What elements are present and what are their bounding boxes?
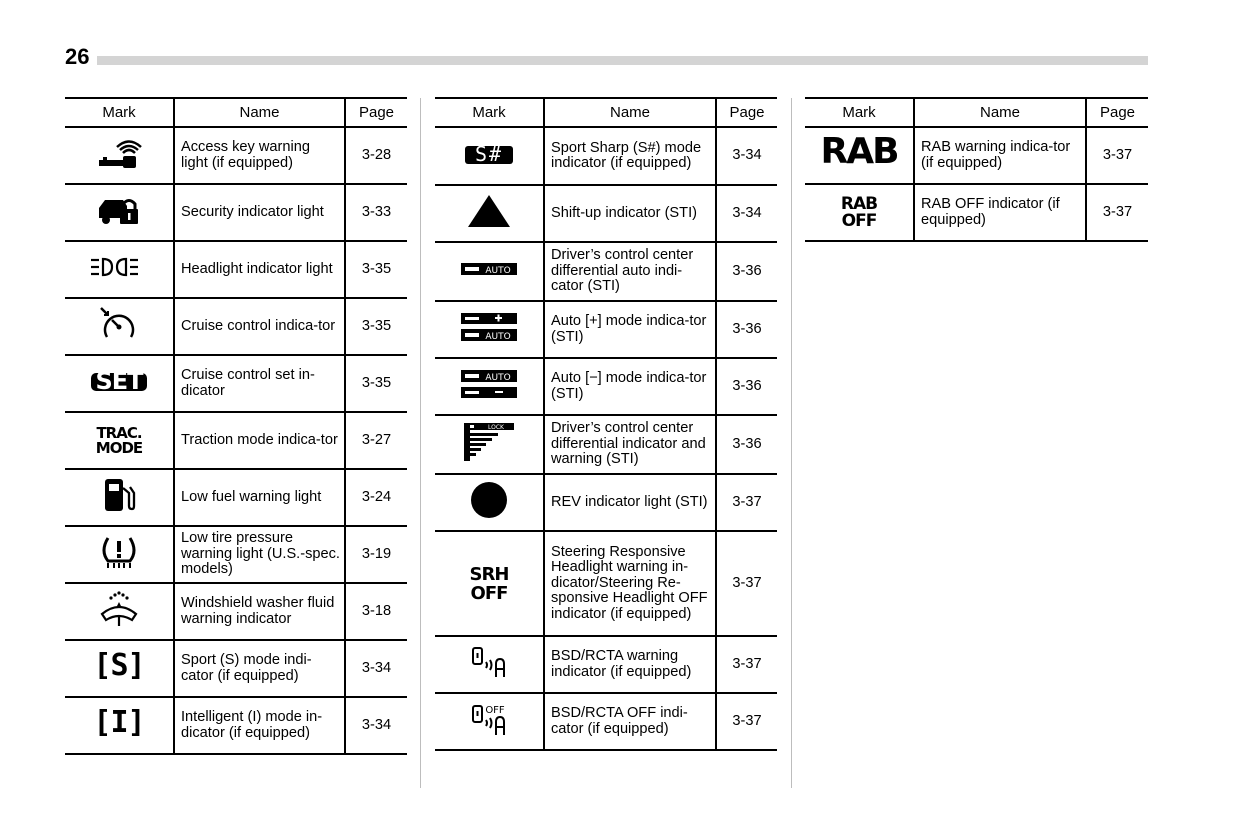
page-ref: 3-34 [345,697,407,754]
mark-header: Mark [65,98,174,127]
triangle-icon [467,194,511,228]
indicator-name: Driver’s control center differential indicator and warning (STI) [544,415,716,474]
page-ref: 3-35 [345,241,407,298]
indicator-name: Security indicator light [174,184,345,241]
column-divider [791,98,792,788]
dccd-lock-icon [464,423,514,461]
page-header: Page [716,98,777,127]
table-row [435,301,777,358]
set-icon: SET [91,373,146,391]
table-row [435,693,777,750]
table-row [65,469,407,526]
header-rule [97,56,1148,65]
auto-minus-icon [461,370,517,398]
mark-header: Mark [435,98,544,127]
indicator-table-1 [65,97,407,755]
page-ref: 3-33 [345,184,407,241]
indicator-table-2 [435,97,777,751]
page-ref: 3-36 [716,415,777,474]
page-ref: 3-36 [716,242,777,301]
page-ref: 3-34 [716,127,777,185]
indicator-name: Cruise control set in-dicator [174,355,345,412]
indicator-name: Intelligent (I) mode in-dicator (if equipped) [174,697,345,754]
table-row [65,697,407,754]
headlight-icon [90,257,148,277]
page-ref: 3-36 [716,301,777,358]
table-row [65,184,407,241]
page-ref: 3-37 [1086,127,1148,184]
indicator-name: Auto [−] mode indica-tor (STI) [544,358,716,415]
table-row [65,127,407,184]
table-row [65,583,407,640]
table-row [65,355,407,412]
page-ref: 3-35 [345,298,407,355]
table-row [435,185,777,242]
page-ref: 3-37 [716,531,777,636]
mark-header: Mark [805,98,914,127]
rab-off-icon: RAB OFF [840,193,878,231]
column-divider [420,98,421,788]
fuel-pump-icon [102,476,136,514]
page-ref: 3-19 [345,526,407,583]
indicator-name: RAB OFF indicator (if equipped) [914,184,1086,241]
auto-label: AUTO [485,332,511,342]
page-ref: 3-34 [716,185,777,242]
lock-label: LOCK [488,424,504,432]
table-row [435,358,777,415]
indicator-name: Low fuel warning light [174,469,345,526]
bsd-rcta-off-icon [469,702,509,736]
page-ref: 3-37 [716,636,777,693]
indicator-name: Sport Sharp (S#) mode indicator (if equipped) [544,127,716,185]
auto-label: AUTO [485,266,511,276]
indicator-name: Access key warning light (if equipped) [174,127,345,184]
rab-icon: RAB [820,130,898,172]
indicator-name: RAB warning indica-tor (if equipped) [914,127,1086,184]
page-ref: 3-28 [345,127,407,184]
indicator-name: BSD/RCTA OFF indi-cator (if equipped) [544,693,716,750]
indicator-name: Shift-up indicator (STI) [544,185,716,242]
table-row [805,184,1148,241]
page-ref: 3-37 [716,693,777,750]
off-label: OFF [485,705,505,717]
table-row [435,242,777,301]
table-row [435,127,777,185]
table-row [65,412,407,469]
sport-mode-icon: [S] [93,647,145,683]
table-row [435,474,777,531]
page-ref: 3-34 [345,640,407,697]
washer-fluid-icon [99,590,139,628]
indicator-name: Steering Responsive Headlight warning in-dicator/Steering Re-sponsive Headlight OFF indicator (if equipped) [544,531,716,636]
indicator-name: Auto [+] mode indica-tor (STI) [544,301,716,358]
auto-label: AUTO [485,373,511,384]
table-row [65,526,407,583]
page-ref: 3-27 [345,412,407,469]
page-ref: 3-36 [716,358,777,415]
indicator-name: Windshield washer fluid warning indicator [174,583,345,640]
page-ref: 3-35 [345,355,407,412]
bsd-rcta-icon [469,646,509,678]
indicator-name: REV indicator light (STI) [544,474,716,531]
table-row [435,636,777,693]
table-row [65,640,407,697]
tire-pressure-icon [99,534,139,570]
rev-circle-icon [470,481,508,519]
table-row [65,298,407,355]
page-number: 26 [65,44,90,69]
table-row [65,241,407,298]
page-ref: 3-24 [345,469,407,526]
access-key-icon [96,136,142,170]
table-row [435,415,777,474]
name-header: Name [174,98,345,127]
indicator-name: Headlight indicator light [174,241,345,298]
name-header: Name [914,98,1086,127]
indicator-name: Cruise control indica-tor [174,298,345,355]
page-ref: 3-37 [1086,184,1148,241]
sport-sharp-icon: S# [465,146,513,164]
page-header: Page [1086,98,1148,127]
page-ref: 3-18 [345,583,407,640]
page-header: Page [345,98,407,127]
auto-plus-icon [461,313,517,341]
indicator-name: Low tire pressure warning light (U.S.-spec. models) [174,526,345,583]
name-header: Name [544,98,716,127]
indicator-name: Sport (S) mode indi-cator (if equipped) [174,640,345,697]
cruise-control-icon [99,306,139,342]
security-icon [97,194,141,226]
table-row [805,127,1148,184]
dccd-auto-icon [461,263,517,275]
intelligent-mode-icon: [I] [93,704,145,740]
indicator-name: Traction mode indica-tor [174,412,345,469]
indicator-name: Driver’s control center differential auto indi-cator (STI) [544,242,716,301]
trac-mode-icon: TRAC. MODE [95,423,143,457]
srh-off-icon: SRH OFF [469,563,509,604]
indicator-table-3 [805,97,1148,242]
table-row [435,531,777,636]
page-ref: 3-37 [716,474,777,531]
indicator-name: BSD/RCTA warning indicator (if equipped) [544,636,716,693]
